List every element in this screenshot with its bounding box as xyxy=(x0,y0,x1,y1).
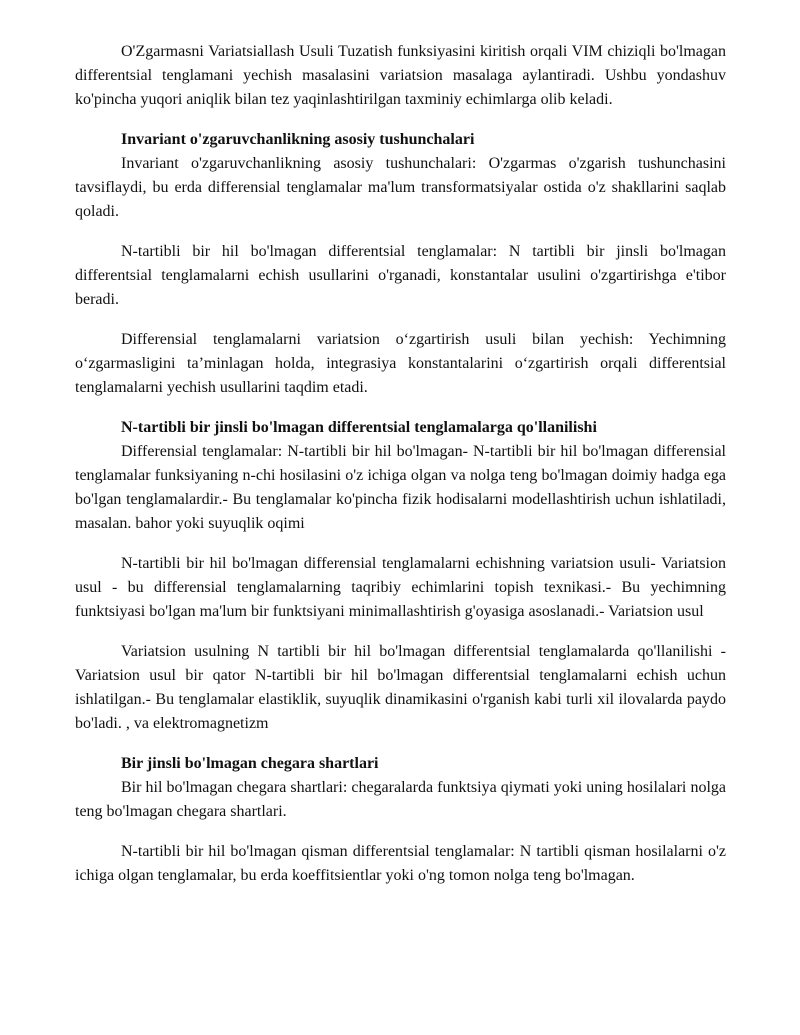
paragraph-differential-equations: Differensial tenglamalar: N-tartibli bir hil bo'lmagan- N-tartibli bir hil bo'lmagan differensial tenglamalar funksiyaning n-chi hosilasini o'z ichiga olgan va nolga teng bo'lmagan doimiy hadga ega bo'lgan tenglamalardir.- Bu tenglamalar ko'pincha fizik hodisalarni modellashtirish uchun ishlatiladi, masalan. bahor yoki suyuqlik oqimi xyxy=(75,443,726,532)
paragraph-boundary-conditions: Bir hil bo'lmagan chegara shartlari: chegaralarda funktsiya qiymati yoki uning hosilalari nolga teng bo'lmagan chegara shartlari. xyxy=(75,779,726,820)
paragraph-partial-differential: N-tartibli bir hil bo'lmagan qisman differentsial tenglamalar: N tartibli qisman hosilalarni o'z ichiga olgan tenglamalar, bu erda koeffitsientlar yoki o'ng tomon nolga teng bo'lmagan. xyxy=(75,843,726,884)
paragraph-intro: O'Zgarmasni Variatsiallash Usuli Tuzatish funksiyasini kiritish orqali VIM chiziqli bo'lmagan differentsial tenglamani yechish masalasini variatsion masalaga aylantiradi. Ushbu yondashuv ko'pincha yuqori aniqlik bilan tez yaqinlashtirilgan taxminiy echimlarga olib keladi. xyxy=(75,43,726,108)
paragraph-variational-application: Variatsion usulning N tartibli bir hil bo'lmagan differentsial tenglamalarda qo'llanilishi - Variatsion usul bir qator N-tartibli bir hil bo'lmagan differentsial tenglamalarni echish uchun ishlatilgan.- Bu tenglamalar elastiklik, suyuqlik dinamikasini o'rganish kabi turli xil ilovalarda paydo bo'ladi. , va elektromagnetizm xyxy=(75,643,726,732)
paragraph-variation-method: Differensial tenglamalarni variatsion o‘zgartirish usuli bilan yechish: Yechimning o‘zgarmasligini ta’minlagan holda, integrasiya konstantalarini o‘zgartirish orqali differentsial tenglamalarni yechish usullarini taqdim etadi. xyxy=(75,331,726,396)
paragraph-invariant-concepts: Invariant o'zgaruvchanlikning asosiy tushunchalari: O'zgarmas o'zgarish tushunchasini tavsiflaydi, bu erda differensial tenglamalar ma'lum transformatsiyalar ostida o'z shakllarini saqlab qoladi. xyxy=(75,155,726,220)
section-heading-boundary-conditions: Bir jinsli bo'lmagan chegara shartlari xyxy=(121,755,379,772)
paragraph-variational-method: N-tartibli bir hil bo'lmagan differensial tenglamalarni echishning variatsion usuli- Variatsion usul - bu differensial tenglamalarning taqribiy echimlarini topish texnikasi.- Bu yechimning funktsiyasi bo'lgan ma'lum bir funktsiyani minimallashtirish g'oyasiga asoslanadi.- Variatsion usul xyxy=(75,555,726,620)
paragraph-nth-order-equations: N-tartibli bir hil bo'lmagan differentsial tenglamalar: N tartibli bir jinsli bo'lmagan differentsial tenglamalarni echish usullarini o'rganadi, konstantalar usulini o'zgartirishga e'tibor beradi. xyxy=(75,243,726,308)
section-heading-invariant: Invariant o'zgaruvchanlikning asosiy tushunchalari xyxy=(121,131,475,148)
document-page xyxy=(75,40,726,888)
section-heading-application: N-tartibli bir jinsli bo'lmagan differentsial tenglamalarga qo'llanilishi xyxy=(121,419,597,436)
